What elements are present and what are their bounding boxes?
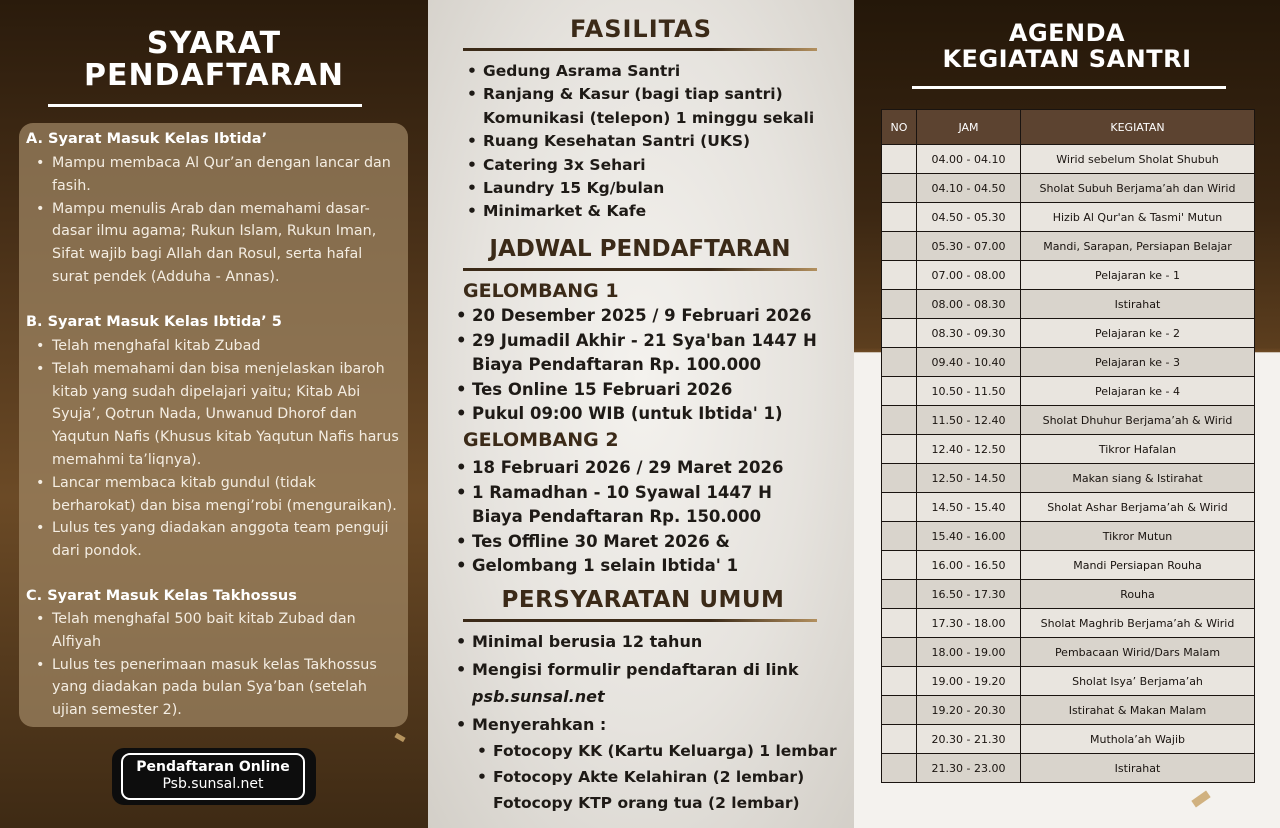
cell-kegiatan: Tikror Mutun (1021, 522, 1255, 551)
list-item-continuation: Pukul 09:00 WIB (untuk Ibtida' 1) (472, 404, 783, 423)
table-row (882, 203, 1255, 232)
list-item: Komunikasi (telepon) 1 minggu sekali (483, 108, 815, 127)
cell-no (882, 261, 917, 290)
table-row (882, 290, 1255, 319)
header-jam: JAM (917, 110, 1021, 145)
list-item: • Ruang Kesehatan Santri (UKS) (465, 130, 814, 153)
cell-no (882, 696, 917, 725)
cell-jam: 10.50 - 11.50 (917, 377, 1021, 406)
cell-jam: 14.50 - 15.40 (917, 493, 1021, 522)
header-kegiatan: KEGIATAN (1021, 110, 1255, 145)
cell-jam: 04.00 - 04.10 (917, 145, 1021, 174)
table-row (882, 319, 1255, 348)
facilities-title: FASILITAS (569, 15, 713, 43)
cell-kegiatan: Istirahat & Makan Malam (1021, 696, 1255, 725)
cell-kegiatan: Sholat Ashar Berjama’ah & Wirid (1021, 493, 1255, 522)
list-item: • Tes Offline 30 Maret 2026 & (454, 530, 783, 555)
list-item: • Lancar membaca kitab gundul (tidak berharokat) dan bisa mengi’robi (menguraikan). (30, 472, 400, 518)
cell-no (882, 551, 917, 580)
cell-kegiatan: Pelajaran ke - 2 (1021, 319, 1255, 348)
cell-jam: 04.50 - 05.30 (917, 203, 1021, 232)
cell-jam: 12.40 - 12.50 (917, 435, 1021, 464)
facilities-list (465, 60, 814, 224)
agenda-table (881, 109, 1255, 783)
cell-kegiatan: Mandi, Sarapan, Persiapan Belajar (1021, 232, 1255, 261)
table-row (882, 377, 1255, 406)
list-item: • Tes Online 15 Februari 2026 (454, 378, 817, 403)
table-row (882, 754, 1255, 783)
cell-jam: 12.50 - 14.50 (917, 464, 1021, 493)
table-row (882, 522, 1255, 551)
info-panel (428, 0, 854, 828)
list-item: • Minimal berusia 12 tahun (454, 628, 799, 656)
cell-no (882, 203, 917, 232)
cell-jam: 18.00 - 19.00 (917, 638, 1021, 667)
cell-kegiatan: Istirahat (1021, 754, 1255, 783)
title-divider (48, 104, 362, 107)
online-registration-url[interactable]: Psb.sunsal.net (162, 776, 264, 792)
list-item: • 20 Desember 2025 / 9 Februari 2026 (454, 304, 817, 329)
cell-jam: 16.00 - 16.50 (917, 551, 1021, 580)
cell-kegiatan: Pembacaan Wirid/Dars Malam (1021, 638, 1255, 667)
cell-no (882, 406, 917, 435)
cell-kegiatan: Pelajaran ke - 1 (1021, 261, 1255, 290)
cell-no (882, 377, 917, 406)
section-b-list (30, 335, 400, 563)
list-item: • Mampu menulis Arab dan memahami dasar-dasar ilmu agama; Rukun Islam, Rukun Iman, Sifat wajib bagi Allah dan Rosul, serta hafal surat pendek (Adduha - Annas). (30, 198, 400, 289)
list-item: • Lulus tes yang diadakan anggota team penguji dari pondok. (30, 517, 400, 563)
agenda-title (854, 20, 1280, 72)
cell-kegiatan: Sholat Subuh Berjama’ah dan Wirid (1021, 174, 1255, 203)
section-b-title: B. Syarat Masuk Kelas Ibtida’ 5 (26, 314, 282, 330)
header-no: NO (882, 110, 917, 145)
cell-jam: 21.30 - 23.00 (917, 754, 1021, 783)
list-item: • Telah menghafal kitab Zubad (30, 335, 400, 358)
table-row (882, 464, 1255, 493)
online-registration-badge[interactable] (112, 748, 316, 805)
list-item: • Mampu membaca Al Qur’an dengan lancar dan fasih. (30, 152, 400, 198)
list-item: • Mengisi formulir pendaftaran di link (454, 656, 799, 684)
cell-jam: 08.30 - 09.30 (917, 319, 1021, 348)
list-item: • Telah memahami dan bisa menjelaskan ibaroh kitab yang sudah dipelajari yaitu; Kitab Abi Syuja’, Qotrun Nada, Unwanud Dhorof dan Yaqutun Nafis (Khusus kitab Yaqutun Nafis harus memahmi ta’liqnya). (30, 358, 400, 472)
cell-kegiatan: Istirahat (1021, 290, 1255, 319)
cell-no (882, 348, 917, 377)
list-item: • Ranjang & Kasur (bagi tiap santri) (465, 83, 814, 106)
section-a-list (30, 152, 400, 289)
agenda-title-line2: KEGIATAN SANTRI (942, 45, 1192, 73)
table-row (882, 638, 1255, 667)
cell-no (882, 174, 917, 203)
cell-no (882, 464, 917, 493)
cell-jam: 15.40 - 16.00 (917, 522, 1021, 551)
cell-kegiatan: Mandi Persiapan Rouha (1021, 551, 1255, 580)
documents-list (475, 738, 837, 816)
wave-2-title: GELOMBANG 2 (463, 429, 619, 451)
schedule-title: JADWAL PENDAFTARAN (489, 236, 791, 262)
cell-jam: 20.30 - 21.30 (917, 725, 1021, 754)
wave-1-title: GELOMBANG 1 (463, 280, 619, 302)
cell-no (882, 754, 917, 783)
confetti-decoration (394, 733, 405, 742)
agenda-title-divider (912, 86, 1226, 89)
cell-jam: 08.00 - 08.30 (917, 290, 1021, 319)
cell-kegiatan: Rouha (1021, 580, 1255, 609)
list-item: • Menyerahkan : (454, 711, 799, 739)
requirements-panel (0, 0, 428, 828)
cell-no (882, 145, 917, 174)
agenda-title-line1: AGENDA (1008, 19, 1126, 47)
table-row (882, 435, 1255, 464)
table-row (882, 232, 1255, 261)
section-c-title: C. Syarat Masuk Kelas Takhossus (26, 588, 297, 604)
cell-kegiatan: Pelajaran ke - 3 (1021, 348, 1255, 377)
cell-no (882, 609, 917, 638)
cell-no (882, 522, 917, 551)
cell-no (882, 319, 917, 348)
table-row (882, 580, 1255, 609)
wave-1-list (454, 304, 817, 427)
cell-kegiatan: Muthola’ah Wajib (1021, 725, 1255, 754)
cell-kegiatan: Hizib Al Qur'an & Tasmi' Mutun (1021, 203, 1255, 232)
list-item: • 1 Ramadhan - 10 Syawal 1447 H (454, 481, 783, 506)
table-row (882, 145, 1255, 174)
list-item: • Minimarket & Kafe (465, 200, 814, 223)
general-requirements-divider (463, 619, 817, 622)
cell-no (882, 580, 917, 609)
cell-jam: 05.30 - 07.00 (917, 232, 1021, 261)
table-row (882, 348, 1255, 377)
cell-kegiatan: Sholat Maghrib Berjama’ah & Wirid (1021, 609, 1255, 638)
table-row (882, 174, 1255, 203)
list-item (454, 554, 783, 579)
list-item: Biaya Pendaftaran Rp. 100.000 (472, 355, 762, 374)
online-registration-frame (121, 753, 305, 800)
list-item (454, 683, 799, 711)
list-item: • Telah menghafal 500 bait kitab Zubad dan Alfiyah (30, 608, 400, 654)
cell-kegiatan: Makan siang & Istirahat (1021, 464, 1255, 493)
schedule-divider (463, 268, 817, 271)
registration-link[interactable]: psb.sunsal.net (472, 687, 605, 706)
section-c-list (30, 608, 400, 722)
cell-jam: 19.00 - 19.20 (917, 667, 1021, 696)
cell-kegiatan: Tikror Hafalan (1021, 435, 1255, 464)
list-item: • Laundry 15 Kg/bulan (465, 177, 814, 200)
cell-jam: 16.50 - 17.30 (917, 580, 1021, 609)
cell-no (882, 232, 917, 261)
list-item: • 18 Februari 2026 / 29 Maret 2026 (454, 456, 783, 481)
requirements-title-line2: PENDAFTARAN (84, 58, 344, 93)
list-item (454, 402, 817, 427)
list-item: • Lulus tes penerimaan masuk kelas Takhossus yang diadakan pada bulan Sya’ban (setelah ujian semester 2). (30, 654, 400, 722)
cell-no (882, 667, 917, 696)
list-item-continuation: 29 Jumadil Akhir - 21 Sya'ban 1447 H (472, 330, 817, 350)
list-item-continuation: Gelombang 1 selain Ibtida' 1 (472, 556, 739, 575)
cell-no (882, 435, 917, 464)
cell-kegiatan: Sholat Dhuhur Berjama’ah & Wirid (1021, 406, 1255, 435)
cell-jam: 04.10 - 04.50 (917, 174, 1021, 203)
agenda-table-body (882, 145, 1255, 783)
cell-jam: 19.20 - 20.30 (917, 696, 1021, 725)
cell-jam: 17.30 - 18.00 (917, 609, 1021, 638)
section-a-title: A. Syarat Masuk Kelas Ibtida’ (26, 131, 268, 147)
cell-no (882, 725, 917, 754)
agenda-panel (854, 0, 1280, 828)
list-item: • Fotocopy KK (Kartu Keluarga) 1 lembar (475, 738, 837, 764)
list-item: • Fotocopy Akte Kelahiran (2 lembar) (475, 764, 837, 790)
table-row (882, 609, 1255, 638)
cell-no (882, 638, 917, 667)
table-row (882, 667, 1255, 696)
table-header-row (882, 110, 1255, 145)
list-item (454, 329, 817, 354)
cell-jam: 07.00 - 08.00 (917, 261, 1021, 290)
wave-2-list (454, 456, 783, 579)
table-row (882, 261, 1255, 290)
requirements-title-line1: SYARAT (146, 26, 282, 61)
table-row (882, 493, 1255, 522)
cell-jam: 11.50 - 12.40 (917, 406, 1021, 435)
table-row (882, 725, 1255, 754)
cell-jam: 09.40 - 10.40 (917, 348, 1021, 377)
cell-no (882, 493, 917, 522)
online-registration-label: Pendaftaran Online (136, 759, 290, 775)
requirements-title (0, 28, 428, 92)
list-item: • Catering 3x Sehari (465, 154, 814, 177)
table-row (882, 406, 1255, 435)
list-item: Biaya Pendaftaran Rp. 150.000 (472, 507, 762, 526)
general-requirements-list (454, 628, 799, 738)
table-row (882, 696, 1255, 725)
general-requirements-title: PERSYARATAN UMUM (501, 587, 785, 613)
cell-kegiatan: Pelajaran ke - 4 (1021, 377, 1255, 406)
list-item: • Gedung Asrama Santri (465, 60, 814, 83)
facilities-divider (463, 48, 817, 51)
confetti-decoration (1191, 791, 1210, 808)
cell-kegiatan: Wirid sebelum Sholat Shubuh (1021, 145, 1255, 174)
list-item: Fotocopy KTP orang tua (2 lembar) (493, 794, 800, 812)
cell-kegiatan: Sholat Isya’ Berjama’ah (1021, 667, 1255, 696)
table-row (882, 551, 1255, 580)
cell-no (882, 290, 917, 319)
